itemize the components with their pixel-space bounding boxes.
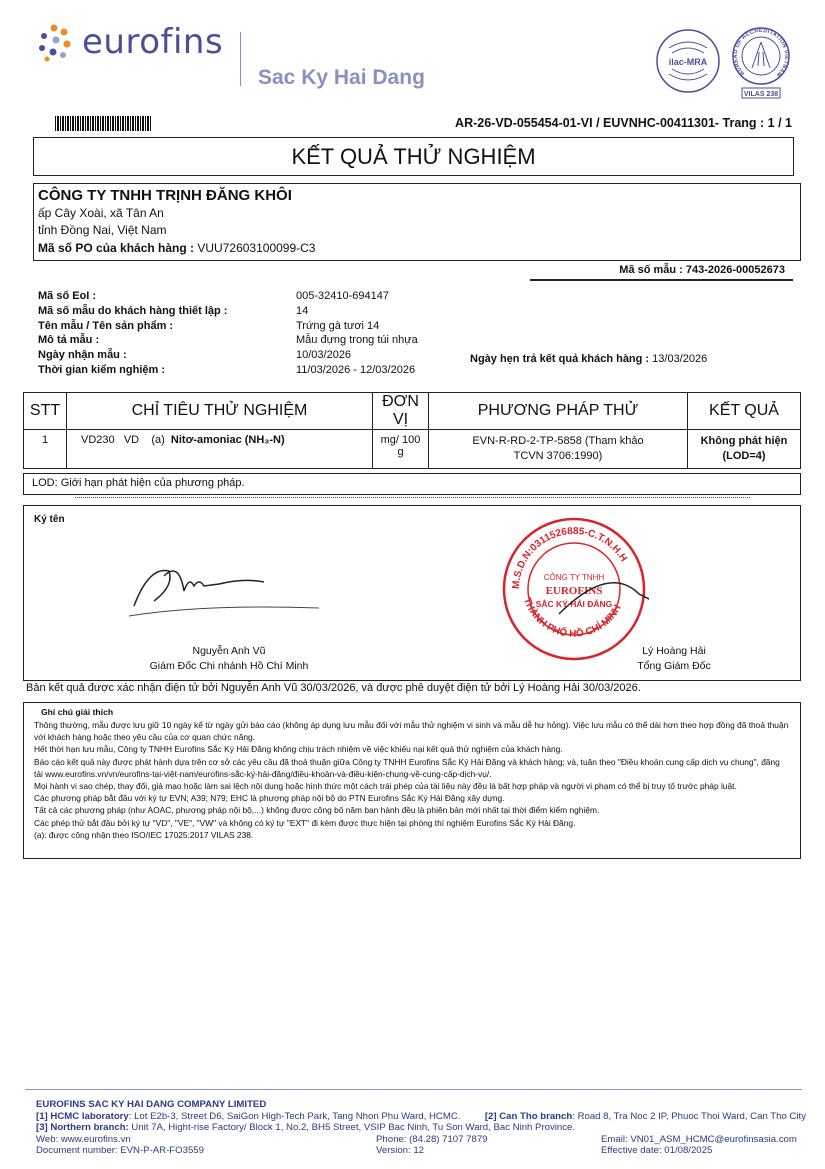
info-value: Mẫu đựng trong túi nhựa	[296, 334, 418, 347]
info-label: Tên mẫu / Tên sản phẩm :	[38, 319, 174, 332]
right-signer-title: Tổng Giám Đốc	[637, 660, 711, 672]
dotted-divider	[75, 497, 750, 498]
customer-box	[33, 183, 801, 261]
test-code: VD230	[81, 434, 115, 446]
info-value: Trứng gà tươi 14	[296, 319, 380, 332]
stamp-top-text: M.S.D.N:0311526885-C.T.N.H.H	[510, 525, 629, 590]
notes-title: Ghi chú giải thích	[41, 707, 114, 717]
branch1-label: [1] HCMC laboratory	[36, 1110, 129, 1122]
cell-method: EVN-R-RD-2-TP-5858 (Tham khảo TCVN 3706:1990)	[429, 430, 688, 469]
footer-divider	[25, 1089, 802, 1090]
seal2-badge: VILAS 238	[743, 91, 779, 98]
info-label: Mô tả mẫu :	[38, 334, 100, 347]
po-value: VUU72603100099-C3	[197, 240, 316, 255]
customer-name: CÔNG TY TNHH TRỊNH ĐĂNG KHÔI	[38, 187, 292, 204]
accreditation-mark: (a)	[151, 434, 165, 446]
branch3-address: Unit 7A, Hight-rise Factory/ Block 1, No.2, BH5 Street, VSIP Bac Ninh, Tu Son Ward, Bac Ninh Province.	[128, 1122, 576, 1133]
info-value: 11/03/2026 - 12/03/2026	[296, 363, 416, 376]
due-date-value: 13/03/2026	[652, 353, 708, 365]
note-line: Các phép thử bắt đầu bởi ký tự "VD", "VE", "VW" và không có ký tự "EXT" đi kèm được thực hiện tại phòng thí nghiệm Eurofins Sắc Ký Hải Đăng.	[34, 817, 576, 828]
parameter-name: Nitơ-amoniac (NH₃-N)	[170, 434, 285, 446]
company-stamp	[499, 514, 649, 664]
col-method: PHƯƠNG PHÁP THỬ	[429, 393, 688, 430]
signature-label: Ký tên	[34, 514, 65, 525]
info-value: 10/03/2026	[296, 349, 352, 362]
footer-web[interactable]: Web: www.eurofins.vn	[36, 1133, 131, 1145]
notes-box	[23, 702, 801, 859]
sample-number: Mã số mẫu : 743-2026-00052673	[619, 264, 785, 276]
info-value: 14	[296, 304, 309, 317]
subtitle: Sac Ky Hai Dang	[258, 66, 425, 89]
info-row	[38, 289, 798, 304]
lod-note-box	[23, 473, 801, 495]
left-signature	[124, 556, 324, 621]
cell-result	[688, 430, 801, 469]
note-line: (a): được công nhận theo ISO/IEC 17025:2017 VILAS 238.	[34, 829, 254, 840]
info-label: Thời gian kiểm nghiệm :	[38, 363, 165, 376]
cell-parameter	[67, 430, 373, 469]
footer-version: Version: 12	[376, 1145, 425, 1156]
left-signer	[129, 644, 329, 674]
seal1-text: ilac-MRA	[668, 57, 708, 67]
barcode	[55, 116, 151, 131]
footer-docnum: Document number: EVN-P-AR-FO3559	[36, 1145, 204, 1156]
note-line: Báo cáo kết quả này được phát hành dựa trên cơ sở các yêu cầu đã thoả thuận giữa Công ty TNHH Eurofins Sắc Ký Hải Đăng và khách hàng; và, tuân theo "Điều khoản cung cấp dịch vụ chung", đăng tải www.eurofins.vn/vn/eurofins-tại-việt-nam/eurofins-sắc-ký-hải-đăng/điều-khoản-và-điều-kiện-chung-về-cung-cấp-dịch-vụ/.	[34, 756, 780, 779]
right-signer	[584, 644, 764, 674]
info-label: Ngày nhận mẫu :	[38, 349, 127, 362]
title-box	[33, 137, 794, 176]
table-header-row	[24, 393, 801, 430]
left-signer-name: Nguyễn Anh Vũ	[192, 645, 266, 657]
page-title: KẾT QUẢ THỬ NGHIỆM	[291, 143, 536, 169]
result-lod: (LOD=4)	[722, 450, 766, 462]
results-table	[23, 392, 801, 469]
due-date-label: Ngày hẹn trả kết quả khách hàng :	[470, 353, 650, 365]
branch2-address: : Road 8, Tra Noc 2 IP, Phuoc Thoi Ward, Can Tho City	[572, 1110, 806, 1122]
info-row	[38, 319, 798, 334]
info-label: Mã số EoI :	[38, 290, 97, 302]
info-label: Mã số mẫu do khách hàng thiết lập :	[38, 304, 228, 317]
customer-address-2: tỉnh Đồng Nai, Việt Nam	[38, 223, 167, 237]
stamp-line-3: SẮC KÝ HẢI ĐĂNG	[535, 599, 613, 609]
logo-divider	[240, 32, 241, 86]
result-value: Không phát hiện	[700, 435, 788, 447]
info-row	[38, 304, 798, 319]
branch1-address: : Lot E2b-3, Street D6, SaiGon High-Tech Park, Tang Nhon Phu Ward, HCMC.	[128, 1110, 461, 1122]
col-result: KẾT QUẢ	[688, 393, 801, 430]
ilac-mra-seal-icon	[655, 28, 721, 94]
note-line: Hết thời hạn lưu mẫu, Công ty TNHH Eurofins Sắc Ký Hải Đăng không chịu trách nhiệm về việc khiếu nại kết quả thử nghiệm của khách hàng.	[34, 744, 563, 755]
po-label: Mã số PO của khách hàng :	[38, 240, 195, 255]
lod-note: LOD: Giới hạn phát hiện của phương pháp.	[32, 477, 245, 489]
boa-seal-icon	[728, 26, 794, 100]
branch2-label: [2] Can Tho branch	[484, 1110, 573, 1122]
note-line: Các phương pháp bắt đầu với ký tự EVN; A39; N79; EHC là phương pháp nội bộ do PTN Eurofins Sắc Ký Hải Đăng xây dựng.	[34, 793, 505, 804]
cell-stt: 1	[24, 430, 67, 469]
lab-code: VD	[123, 434, 140, 446]
footer	[36, 1099, 806, 1157]
signature-box	[23, 505, 801, 681]
stamp-bottom-text: THÀNH PHỐ HỒ CHÍ MINH	[521, 596, 624, 640]
seal2-text: BUREAU OF ACCREDITATION VIETNAM	[732, 27, 790, 78]
info-value: 005-32410-694147	[296, 290, 389, 302]
right-signer-name: Lý Hoàng Hải	[642, 645, 706, 657]
stamp-line-1: CÔNG TY TNHH	[543, 573, 605, 582]
col-parameter: CHỈ TIÊU THỬ NGHIỆM	[67, 393, 373, 430]
footer-phone: Phone: (84.28) 7107 7879	[376, 1133, 488, 1145]
cell-unit: mg/ 100 g	[373, 430, 429, 469]
logo-text: eurofins	[82, 22, 224, 62]
left-signer-title: Giám Đốc Chi nhánh Hồ Chí Minh	[149, 660, 309, 672]
info-row	[38, 333, 798, 348]
electronic-signature-note: Bản kết quả được xác nhận điện tử bởi Nguyễn Anh Vũ 30/03/2026, và được phê duyệt điện tử bởi Lý Hoàng Hải 30/03/2026.	[26, 682, 641, 694]
table-row	[24, 430, 801, 469]
note-line: Thông thường, mẫu được lưu giữ 10 ngày kể từ ngày gửi báo cáo (không áp dụng lưu mẫu đối với mẫu thử nghiệm vi sinh và mẫu dễ hư hỏng). Việc lưu mẫu có thể dài hơn theo hợp đồng đã thoả thuận với khách hàng hoặc theo yêu cầu của cơ quan chức năng.	[34, 720, 789, 743]
eurofins-dots-icon	[36, 22, 76, 62]
footer-company: EUROFINS SAC KY HAI DANG COMPANY LIMITED	[36, 1099, 267, 1110]
branch3-label: [3] Northern branch:	[36, 1122, 129, 1133]
notes-list	[34, 719, 790, 841]
footer-effective-date: Effective date: 01/08/2025	[601, 1145, 713, 1156]
stamp-line-2: EUROFINS	[545, 585, 603, 597]
customer-address-1: ấp Cây Xoài, xã Tân An	[38, 205, 164, 220]
info-row	[38, 363, 798, 378]
report-reference: AR-26-VD-055454-01-VI / EUVNHC-00411301- Trang : 1 / 1	[455, 116, 792, 130]
col-unit: ĐƠN VỊ	[373, 393, 429, 430]
due-date	[470, 353, 707, 365]
footer-email[interactable]: Email: VN01_ASM_HCMC@eurofinsasia.com	[601, 1133, 797, 1145]
col-stt: STT	[24, 393, 67, 430]
note-line: Mọi hành vi sao chép, thay đổi, giả mạo hoặc làm sai lệch nội dung hoặc hình thức một cách trái phép của tài liệu này đều là bất hợp pháp và người vi phạm có thể bị truy tố trước pháp luật.	[34, 781, 737, 792]
sample-number-underline	[530, 279, 793, 281]
note-line: Tất cả các phương pháp (như AOAC, phương pháp nội bộ,...) không được công bố năm ban hành đều là phiên bản mới nhất tại thời điểm kiểm nghiệm.	[34, 805, 600, 816]
eurofins-logo	[36, 22, 223, 62]
